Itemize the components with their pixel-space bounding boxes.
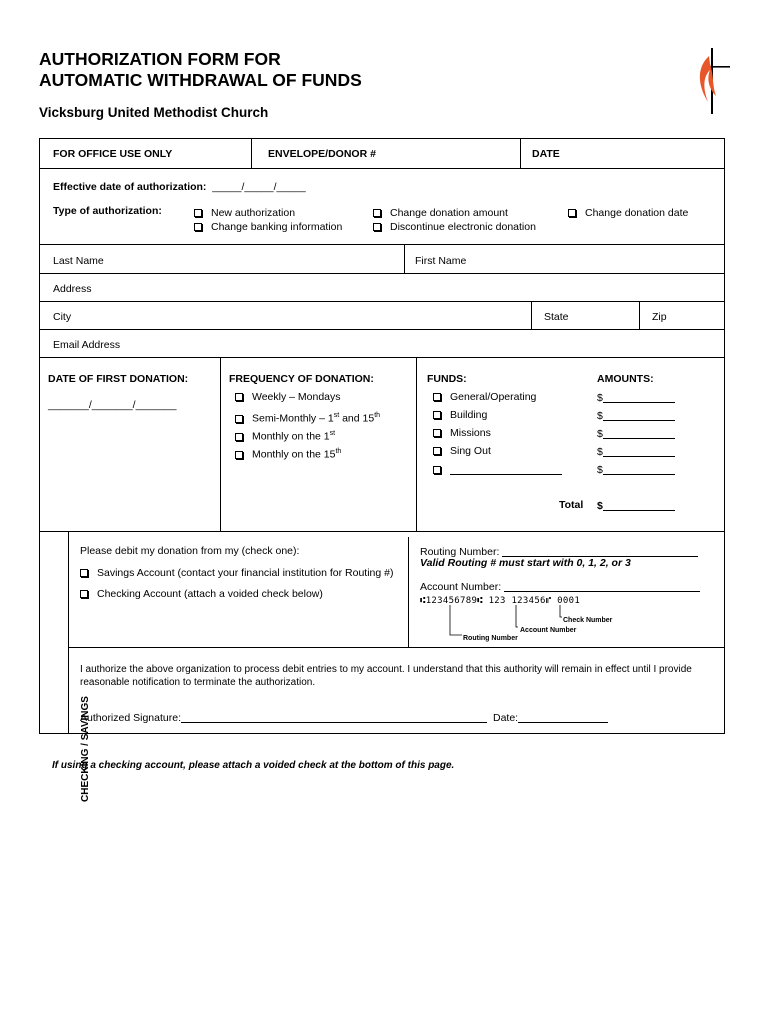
checkbox[interactable] bbox=[80, 569, 88, 577]
church-name: Vicksburg United Methodist Church bbox=[39, 105, 269, 120]
fund-other-line[interactable] bbox=[450, 463, 562, 475]
option-change-amount[interactable]: Change donation amount bbox=[373, 207, 508, 220]
total-label: Total bbox=[559, 499, 584, 511]
fund-other[interactable] bbox=[433, 463, 562, 477]
signature-date-field[interactable]: Date: bbox=[493, 711, 608, 725]
fund-sing-out[interactable]: Sing Out bbox=[433, 445, 491, 458]
amount-building[interactable]: $ bbox=[597, 409, 675, 423]
email-field[interactable]: Email Address bbox=[53, 339, 121, 351]
amounts-label: AMOUNTS: bbox=[597, 373, 654, 385]
funds-label: FUNDS: bbox=[427, 373, 467, 385]
checkbox[interactable] bbox=[235, 415, 243, 423]
office-use-label: FOR OFFICE USE ONLY bbox=[53, 148, 173, 160]
check-number-caption: Check Number bbox=[563, 617, 613, 624]
checkbox[interactable] bbox=[433, 393, 441, 401]
debit-label: Please debit my donation from my (check one): bbox=[80, 545, 300, 557]
fund-building[interactable]: Building bbox=[433, 409, 487, 422]
last-name-field[interactable]: Last Name bbox=[53, 255, 104, 267]
freq-weekly[interactable]: Weekly – Mondays bbox=[235, 391, 341, 404]
routing-note: Valid Routing # must start with 0, 1, 2, or 3 bbox=[420, 557, 631, 569]
freq-semi-monthly[interactable]: Semi-Monthly – 1st and 15th bbox=[235, 409, 380, 426]
amount-sing-out[interactable]: $ bbox=[597, 445, 675, 459]
checkbox[interactable] bbox=[194, 223, 202, 231]
option-discontinue[interactable]: Discontinue electronic donation bbox=[373, 221, 536, 234]
freq-monthly-15th[interactable]: Monthly on the 15th bbox=[235, 445, 341, 462]
cross-and-flame-logo bbox=[694, 46, 734, 116]
option-new-authorization[interactable]: New authorization bbox=[194, 207, 295, 220]
address-field[interactable]: Address bbox=[53, 283, 92, 295]
routing-number-caption: Routing Number bbox=[463, 635, 518, 642]
state-field[interactable]: State bbox=[544, 311, 569, 323]
checkbox[interactable] bbox=[433, 411, 441, 419]
first-donation-date[interactable]: _______/_______/_______ bbox=[48, 399, 177, 411]
checking-savings-side-label: CHECKING / SAVINGS bbox=[80, 696, 91, 802]
checkbox[interactable] bbox=[235, 433, 243, 441]
checkbox[interactable] bbox=[433, 466, 441, 474]
routing-number-field[interactable]: Routing Number: bbox=[420, 545, 698, 559]
office-date-label: DATE bbox=[532, 148, 560, 160]
amount-other[interactable]: $ bbox=[597, 463, 675, 477]
amount-missions[interactable]: $ bbox=[597, 427, 675, 441]
checkbox[interactable] bbox=[80, 590, 88, 598]
authorization-statement: I authorize the above organization to process debit entries to my account. I understand that this authority will remain in effect until I provide reasonable notification to terminate the authorization. bbox=[80, 664, 692, 688]
form-title: AUTHORIZATION FORM FOR AUTOMATIC WITHDRAWAL OF FUNDS bbox=[39, 49, 362, 90]
signature-field[interactable]: Authorized Signature: bbox=[80, 711, 487, 725]
checkbox[interactable] bbox=[433, 447, 441, 455]
first-donation-label: DATE OF FIRST DONATION: bbox=[48, 373, 189, 385]
type-label: Type of authorization: bbox=[53, 205, 162, 217]
checkbox[interactable] bbox=[235, 451, 243, 459]
fund-missions[interactable]: Missions bbox=[433, 427, 491, 440]
option-change-date[interactable]: Change donation date bbox=[568, 207, 688, 220]
effective-date[interactable]: Effective date of authorization: _____/_____/_____ bbox=[53, 181, 306, 193]
account-number-field[interactable]: Account Number: bbox=[420, 580, 700, 594]
first-name-field[interactable]: First Name bbox=[415, 255, 467, 267]
footer-note: If using a checking account, please attach a voided check at the bottom of this page. bbox=[52, 760, 455, 771]
fund-general[interactable]: General/Operating bbox=[433, 391, 536, 404]
checkbox[interactable] bbox=[433, 429, 441, 437]
freq-monthly-1st[interactable]: Monthly on the 1st bbox=[235, 427, 335, 444]
checkbox[interactable] bbox=[194, 209, 202, 217]
city-field[interactable]: City bbox=[53, 311, 72, 323]
checkbox[interactable] bbox=[373, 209, 381, 217]
option-change-banking[interactable]: Change banking information bbox=[194, 221, 342, 234]
amount-total[interactable]: $ bbox=[597, 499, 675, 513]
savings-option[interactable]: Savings Account (contact your financial institution for Routing #) bbox=[80, 567, 394, 580]
frequency-label: FREQUENCY OF DONATION: bbox=[229, 373, 374, 385]
envelope-donor-label: ENVELOPE/DONOR # bbox=[268, 148, 376, 160]
checkbox[interactable] bbox=[373, 223, 381, 231]
micr-sample: ⑆123456789⑆ 123 123456⑈ 0001 bbox=[420, 596, 581, 606]
amount-general[interactable]: $ bbox=[597, 391, 675, 405]
checking-option[interactable]: Checking Account (attach a voided check below) bbox=[80, 588, 323, 601]
account-number-caption: Account Number bbox=[520, 627, 577, 634]
zip-field[interactable]: Zip bbox=[652, 311, 667, 323]
checkbox[interactable] bbox=[235, 393, 243, 401]
checkbox[interactable] bbox=[568, 209, 576, 217]
